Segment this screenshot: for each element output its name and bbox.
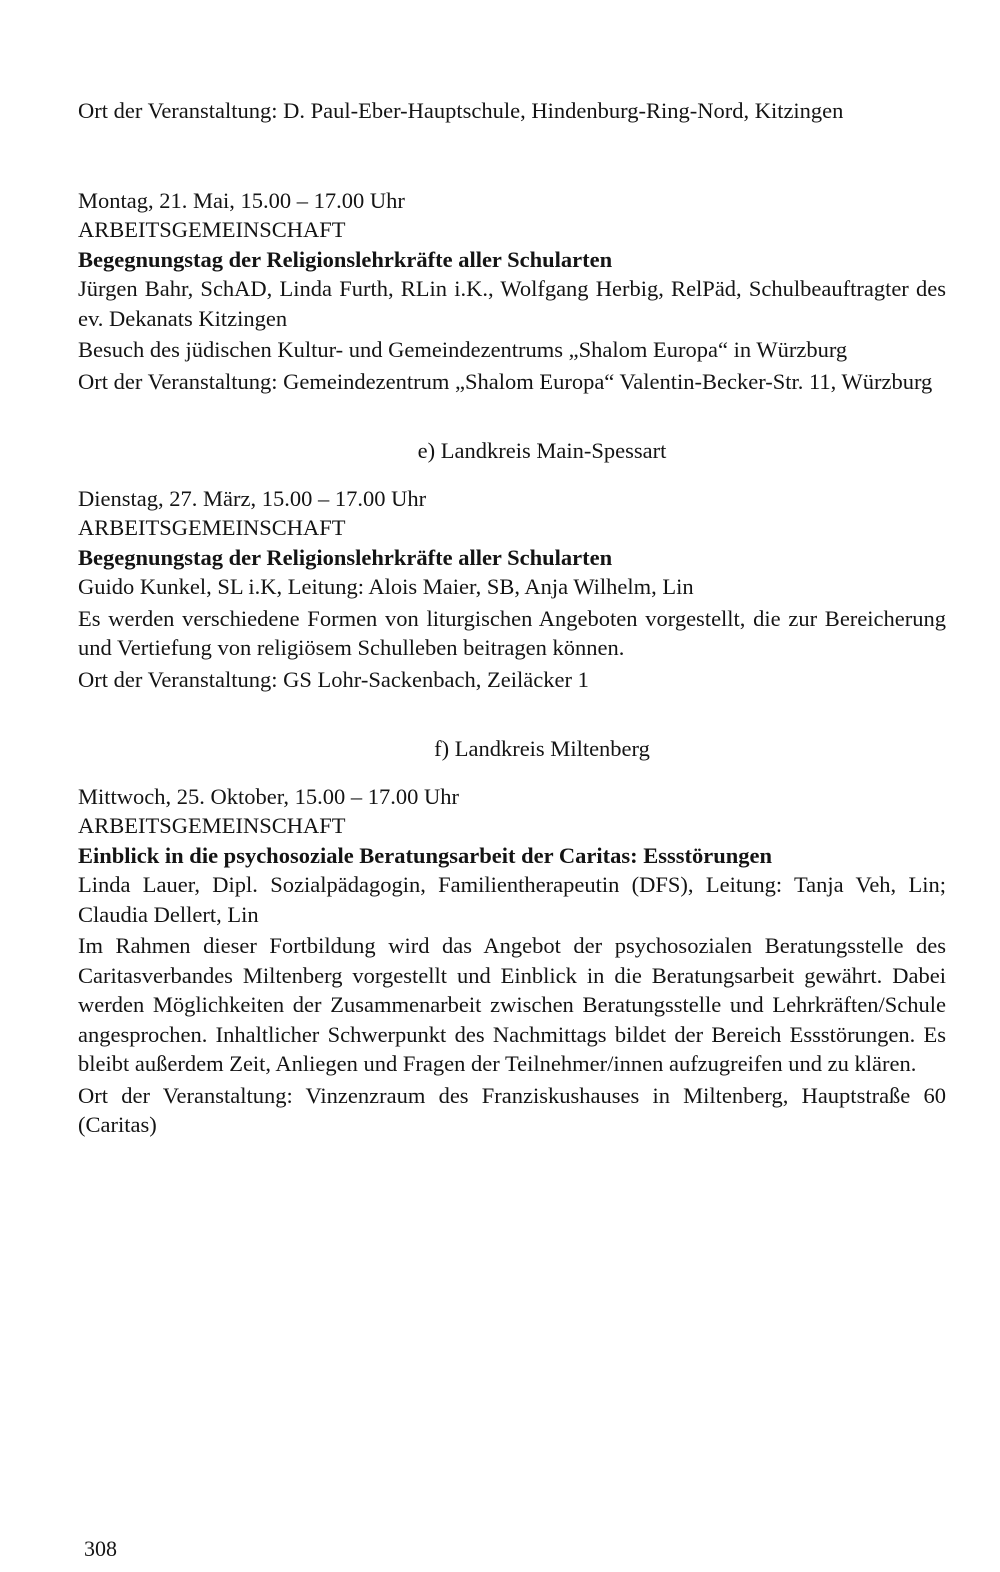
event-location: Ort der Veranstaltung: D. Paul-Eber-Hauptschule, Hindenburg-Ring-Nord, Kitzingen: [78, 98, 844, 123]
event-title: Begegnungstag der Religionslehrkräfte aller Schularten: [78, 246, 613, 272]
section-heading: e) Landkreis Main-Spessart: [417, 438, 667, 463]
event-description: Besuch des jüdischen Kultur- und Gemeindezentrums „Shalom Europa“ in Würzburg: [78, 337, 848, 362]
event-block: [78, 782, 946, 1140]
event-date: Mittwoch, 25. Oktober, 15.00 – 17.00 Uhr: [78, 783, 459, 809]
document-page: [78, 96, 946, 1140]
page-number: 308: [84, 1536, 117, 1561]
event-people: Linda Lauer, Dipl. Sozialpädagogin, Familientherapeutin (DFS), Leitung: Tanja Veh, Lin; Claudia Dellert, Lin: [78, 872, 946, 927]
event-type: ARBEITSGEMEINSCHAFT: [78, 813, 346, 838]
event-people: Jürgen Bahr, SchAD, Linda Furth, RLin i.K., Wolfgang Herbig, RelPäd, Schulbeauftragter des ev. Dekanats Kitzingen: [78, 276, 946, 331]
event-location: Ort der Veranstaltung: GS Lohr-Sackenbach, Zeiläcker 1: [78, 666, 589, 692]
event-description: Es werden verschiedene Formen von liturgischen Angeboten vorgestellt, die zur Bereicherung und Vertiefung von religiösem Schulleben beitragen können.: [78, 605, 946, 660]
event-block: [78, 186, 946, 397]
intro-block: [78, 96, 946, 126]
event-location: Ort der Veranstaltung: Gemeindezentrum „Shalom Europa“ Valentin-Becker-Str. 11, Würzburg: [78, 368, 933, 394]
event-description: Im Rahmen dieser Fortbildung wird das Angebot der psychosozialen Beratungsstelle des Caritasverbandes Miltenberg vorgestellt und Einblick in die Beratungsarbeit gewährt. Dabei werden Möglichkeiten der Zusammenarbeit zwischen Beratungsstelle und Lehrkräften/Schule angesprochen. Inhaltlicher Schwerpunkt des Nachmittags bildet der Bereich Essstörungen. Es bleibt außerdem Zeit, Anliegen und Fragen der Teilnehmer/innen aufzugreifen und zu klären.: [78, 933, 946, 1076]
event-location: Ort der Veranstaltung: Vinzenzraum des Franziskushauses in Miltenberg, Hauptstraße 60 (Caritas): [78, 1082, 946, 1137]
event-date: Montag, 21. Mai, 15.00 – 17.00 Uhr: [78, 187, 405, 213]
event-people: Guido Kunkel, SL i.K, Leitung: Alois Maier, SB, Anja Wilhelm, Lin: [78, 574, 694, 599]
event-type: ARBEITSGEMEINSCHAFT: [78, 217, 346, 242]
section-heading: f) Landkreis Miltenberg: [434, 736, 650, 761]
event-title: Begegnungstag der Religionslehrkräfte aller Schularten: [78, 544, 613, 570]
event-block: [78, 484, 946, 695]
event-date: Dienstag, 27. März, 15.00 – 17.00 Uhr: [78, 485, 427, 511]
event-title: Einblick in die psychosoziale Beratungsarbeit der Caritas: Essstörungen: [78, 842, 773, 868]
event-type: ARBEITSGEMEINSCHAFT: [78, 515, 346, 540]
